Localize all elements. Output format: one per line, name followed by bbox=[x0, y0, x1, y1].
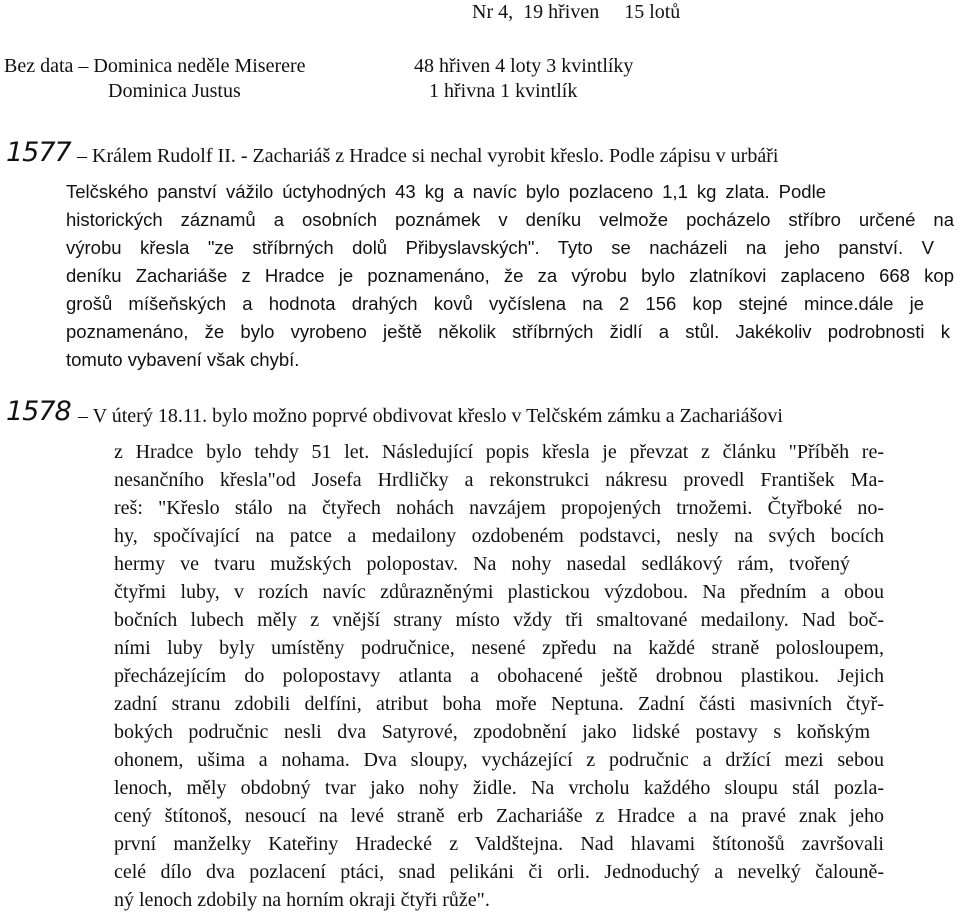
entry-1578-line: ohonem, ušima a nohama. Dva sloupy, vycházející z područnic a držící mezi sebou bbox=[114, 749, 884, 771]
header-right-line1: 48 hřiven 4 loty 3 kvintlíky bbox=[414, 55, 634, 77]
entry-1578-line: ný lenoch zdobily na horním okraji čtyři růže". bbox=[114, 889, 490, 911]
year-1578: 1578 bbox=[6, 396, 71, 427]
entry-1578-line: čtyřmi luby, v rozích navíc zdůrazněnými plastickou výzdobou. Na předním a obou bbox=[114, 581, 884, 603]
header-top-right: Nr 4, 19 hřiven 15 lotů bbox=[472, 1, 681, 23]
entry-1578-line: hermy ve tvaru mužských polopostav. Na nohy nasedal sedlákový rám, tvořený bbox=[114, 553, 850, 575]
header-right-line2: 1 hřivna 1 kvintlík bbox=[429, 80, 578, 102]
entry-1577-line: deníku Zachariáše z Hradce je poznamenáno, že za výrobu bylo zlatníkovi zaplaceno 668 kop bbox=[66, 265, 954, 286]
entry-1578-line: celé dílo dva pozlacení ptáci, snad pelikáni či orli. Jednoduchý a nevelký čalouně- bbox=[114, 861, 884, 883]
entry-1578-line: z Hradce bylo tehdy 51 let. Následující popis křesla je převzat z článku "Příběh re- bbox=[114, 441, 884, 463]
entry-1577-line: Telčského panství vážilo úctyhodných 43 kg a navíc bylo pozlaceno 1,1 kg zlata. Podle bbox=[66, 181, 826, 202]
entry-1577-line: historických záznamů a osobních poznámek v deníku velmože pocházelo stříbro určené na bbox=[66, 209, 954, 230]
entry-1578-line: první manželky Kateřiny Hradecké z Valdštejna. Nad hlavami štítonošů završovali bbox=[114, 833, 884, 855]
header-left-line2: Dominica Justus bbox=[108, 80, 241, 102]
entry-1578-line: ními luby byly umístěny područnice, nesené zpředu na každé straně polosloupem, bbox=[114, 637, 884, 659]
entry-1578-line: nesančního křesla"od Josefa Hrdličky a rekonstrukci nákresu provedl František Ma- bbox=[114, 469, 884, 491]
entry-1578-line: přecházejícím do polopostavy atlanta a obohacené ještě drobnou plastikou. Jejich bbox=[114, 665, 884, 687]
entry-1578-first-line: – V úterý 18.11. bylo možno poprvé obdivovat křeslo v Telčském zámku a Zachariášovi bbox=[78, 405, 783, 427]
entry-1578-line: bokých područnic nesli dva Satyrové, zpodobnění jako lidské postavy s koňským bbox=[114, 721, 870, 743]
year-1577: 1577 bbox=[6, 137, 71, 168]
entry-1578-line: reš: "Křeslo stálo na čtyřech nohách navzájem propojených trnožemi. Čtyřboké no- bbox=[114, 497, 884, 519]
entry-1578-line: hy, spočívající na patce a medailony ozdobeném podstavci, nesly na svých bocích bbox=[114, 525, 884, 547]
entry-1578-line: zadní stranu zdobili delfíni, atribut boha moře Neptuna. Zadní části masivních čtyř- bbox=[114, 693, 884, 715]
header-left-line1: Bez data – Dominica neděle Miserere bbox=[4, 55, 306, 77]
entry-1577-line: výrobu křesla "ze stříbrných dolů Přibyslavských". Tyto se nacházeli na jeho panství. V bbox=[66, 237, 934, 258]
entry-1578-line: lenoch, měly obdobný tvar jako nohy židle. Na vrcholu každého sloupu stál pozla- bbox=[114, 777, 884, 799]
entry-1578-line: cený štítonoš, nesoucí na levé straně erb Zachariáše z Hradce a na pravé znak jeho bbox=[114, 805, 884, 827]
entry-1577-line: tomuto vybavení však chybí. bbox=[66, 349, 300, 370]
entry-1577-line: poznamenáno, že bylo vyrobeno ještě několik stříbrných židlí a stůl. Jakékoliv podrobnosti k bbox=[66, 321, 950, 342]
entry-1577-line: grošů míšeňských a hodnota drahých kovů vyčíslena na 2 156 kop stejné mince.dále je bbox=[66, 293, 924, 314]
entry-1578-line: bočních lubech měly z vnější strany místo vždy tři smaltované medailony. Nad boč- bbox=[114, 609, 884, 631]
entry-1577-line: – Králem Rudolf II. - Zachariáš z Hradce si nechal vyrobit křeslo. Podle zápisu v urbáři bbox=[77, 145, 779, 167]
